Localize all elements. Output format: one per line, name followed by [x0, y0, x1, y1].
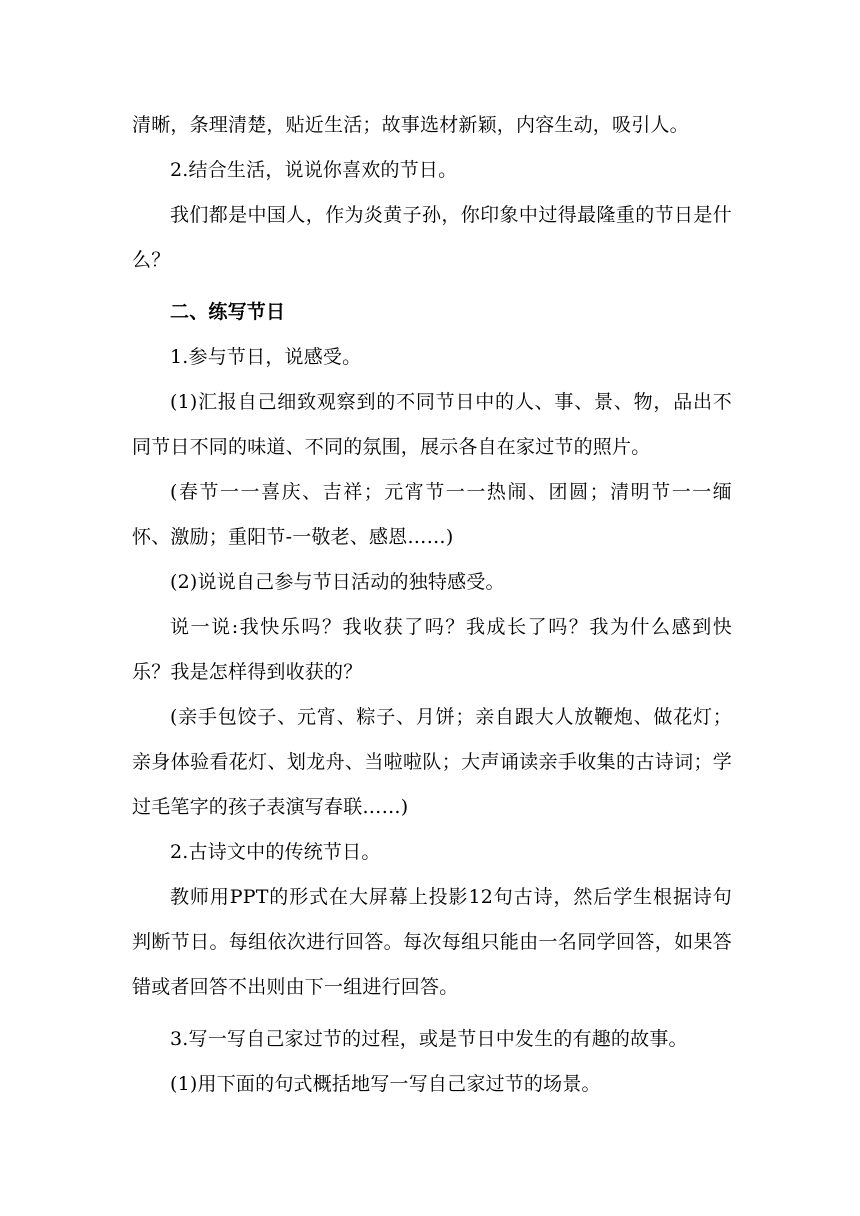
paragraph-item-2: 2.结合生活，说说你喜欢的节日。 [170, 159, 458, 181]
paragraph-sub-3-1: (1)用下面的句式概括地写一写自己家过节的场景。 [170, 1073, 601, 1095]
paragraph-activities: (亲手包饺子、元宵、粽子、月饼；亲自跟大人放鞭炮、做花灯；亲身体验看花灯、划龙舟、当啦啦队；大声诵读亲手收集的古诗词；学过毛笔字的孩子表演写春联……) [132, 706, 732, 818]
paragraph-continuation: 清晰，条理清楚，贴近生活；故事选材新颖，内容生动，吸引人。 [132, 114, 689, 136]
paragraph-sub-2: (2)说说自己参与节日活动的独特感受。 [170, 571, 505, 593]
paragraph-teacher-ppt: 教师用PPT的形式在大屏幕上投影12句古诗，然后学生根据诗句判断节日。每组依次进行回答。每次每组只能由一名同学回答，如果答错或者回答不出则由下一组进行回答。 [132, 886, 732, 998]
paragraph-sub-1: (1)汇报自己细致观察到的不同节日中的人、事、景、物，品出不同节日不同的味道、不同的氛围，展示各自在家过节的照片。 [132, 391, 732, 458]
paragraph-festival-list: (春节一一喜庆、吉祥；元宵节一一热闹、团圆；清明节一一缅怀、激励；重阳节-一敬老、感恩……) [132, 481, 732, 548]
paragraph-questions: 说一说:我快乐吗？我收获了吗？我成长了吗？我为什么感到快乐？我是怎样得到收获的？ [132, 616, 732, 683]
paragraph-item-1: 1.参与节日，说感受。 [170, 346, 362, 368]
paragraph-item-3: 3.写一写自己家过节的过程，或是节日中发生的有趣的故事。 [170, 1028, 688, 1050]
paragraph-item-2b: 2.古诗文中的传统节日。 [170, 841, 381, 863]
document-page [132, 103, 732, 1107]
section-heading: 二、练写节日 [170, 301, 286, 323]
paragraph-question: 我们都是中国人，作为炎黄子孙，你印象中过得最隆重的节日是什么？ [132, 204, 732, 271]
